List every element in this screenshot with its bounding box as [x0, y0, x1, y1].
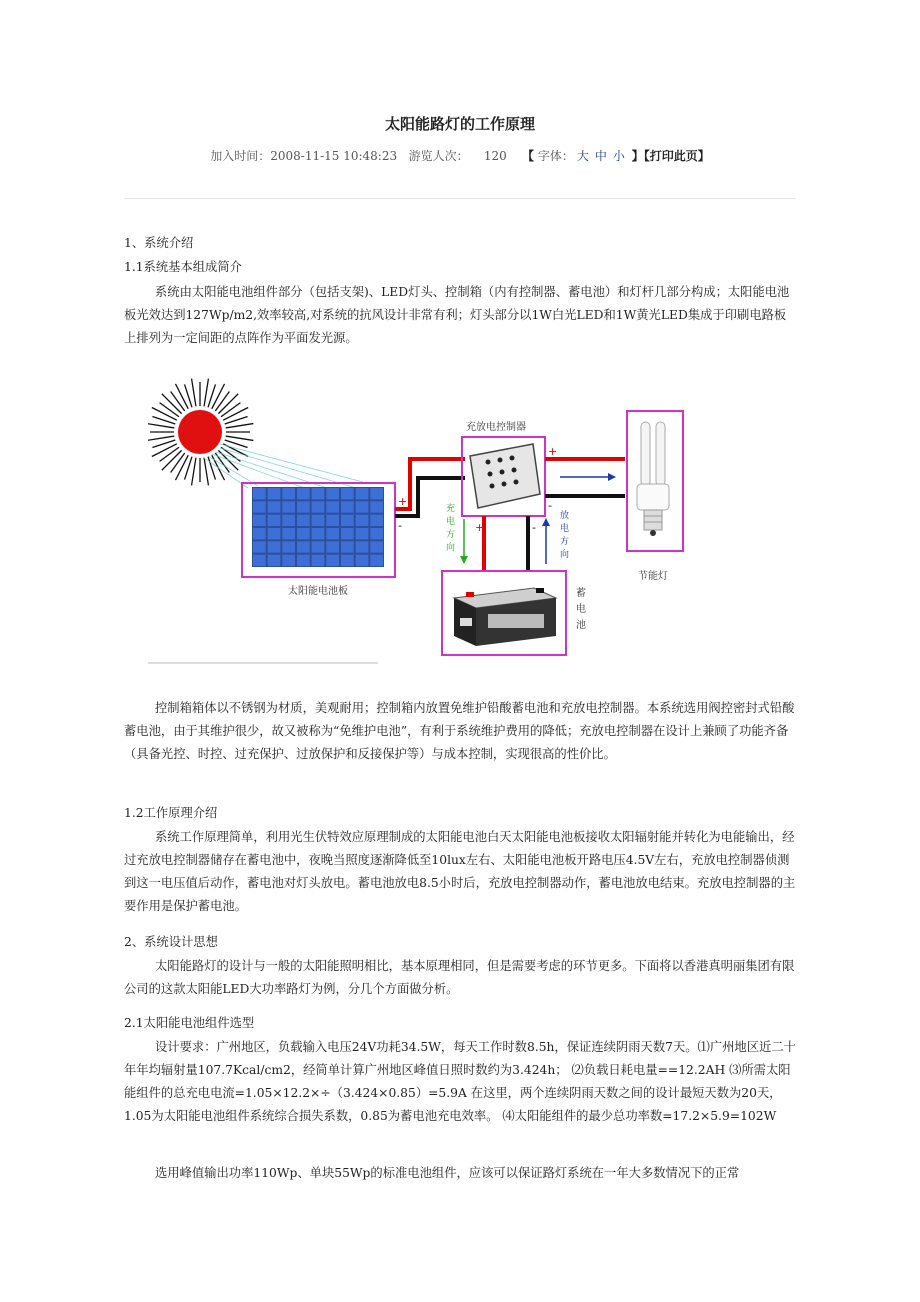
solar-cell — [268, 515, 281, 526]
solar-cell — [370, 528, 383, 539]
solar-cell — [253, 555, 266, 566]
svg-text:+: + — [398, 495, 408, 508]
label-char: 充 — [446, 504, 456, 514]
energy-saving-lamp-icon — [637, 422, 669, 536]
views-value: 120 — [483, 149, 507, 163]
solar-cell — [370, 515, 383, 526]
label-char: 电 — [446, 517, 456, 527]
label-char: 电 — [560, 524, 570, 534]
solar-cell — [326, 501, 339, 512]
label-char: 向 — [446, 543, 456, 553]
solar-cell — [312, 501, 325, 512]
solar-cell — [282, 501, 295, 512]
discharge-direction-label — [560, 509, 569, 560]
solar-cell — [282, 555, 295, 566]
bracket-close: 】 — [631, 149, 644, 163]
paragraph-module-selection: 选用峰值输出功率110Wp、单块55Wp的标准电池组件，应该可以保证路灯系统在一年大多数情况下的正常 — [155, 1166, 740, 1180]
solar-cell — [370, 488, 383, 499]
battery-icon — [454, 588, 556, 646]
svg-text:-: - — [548, 499, 552, 512]
solar-cell — [356, 488, 369, 499]
solar-cell — [268, 488, 281, 499]
solar-cell — [341, 488, 354, 499]
solar-cell — [356, 501, 369, 512]
paragraph-system-composition: 系统由太阳能电池组件部分（包括支架)、LED灯头、控制箱（内有控制器、蓄电池）和灯杆几部分构成；太阳能电池板光效达到127Wp/m2,效率较高,对系统的抗风设计非常有利；灯头部分以1W白光LED和1W黄光LED集成于印刷电路板上排列为一定间距的点阵作为平面发光源。 — [124, 285, 790, 345]
sun-icon — [178, 410, 222, 454]
solar-cell — [297, 515, 310, 526]
label-char: 方 — [560, 537, 570, 547]
solar-cell — [341, 515, 354, 526]
solar-cell — [370, 541, 383, 552]
solar-cell — [268, 501, 281, 512]
paragraph-working-principle: 系统工作原理简单，利用光生伏特效应原理制成的太阳能电池白天太阳能电池板接收太阳辐射能并转化为电能输出，经过充放电控制器储存在蓄电池中，夜晚当照度逐渐降低至10lux左右、太阳能电池板开路电压4.5V左右，充放电控制器侦测到这一电压值后动作，蓄电池对灯头放电。蓄电池放电8.5小时后，充放电控制器动作，蓄电池放电结束。充放电控制器的主要作用是保护蓄电池。 — [124, 830, 796, 913]
solar-cell — [297, 488, 310, 499]
solar-cell — [356, 515, 369, 526]
solar-cell — [268, 541, 281, 552]
font-small-link[interactable]: 小 — [612, 149, 625, 163]
solar-cell — [370, 555, 383, 566]
solar-cell — [370, 501, 383, 512]
solar-cell — [253, 528, 266, 539]
label-char: 蓄 — [576, 588, 586, 599]
solar-cell — [312, 515, 325, 526]
header-divider — [124, 198, 796, 199]
section-heading-1: 1、系统介绍 — [124, 236, 194, 250]
solar-cell — [253, 541, 266, 552]
svg-text:+: + — [475, 521, 485, 534]
page-title: 太阳能路灯的工作原理 — [384, 115, 535, 133]
charge-controller-icon — [470, 444, 540, 508]
solar-cell — [326, 488, 339, 499]
solar-cell — [356, 541, 369, 552]
solar-cell — [297, 528, 310, 539]
solar-cell — [297, 501, 310, 512]
controller-label: 充放电控制器 — [466, 422, 526, 433]
solar-cell — [326, 541, 339, 552]
font-medium-link[interactable]: 中 — [594, 149, 607, 163]
bracket-open: 【 — [522, 149, 535, 163]
added-value: 2008-11-15 10:48:23 — [270, 149, 398, 163]
solar-cell — [312, 555, 325, 566]
svg-text:+: + — [548, 445, 558, 458]
label-char: 向 — [560, 550, 570, 560]
svg-text:-: - — [398, 519, 402, 532]
charge-direction-label — [446, 502, 455, 553]
solar-cell — [312, 488, 325, 499]
solar-cell — [297, 555, 310, 566]
solar-cell — [297, 541, 310, 552]
solar-cell — [282, 541, 295, 552]
views-label: 游览人次： — [408, 149, 469, 163]
solar-cell — [326, 555, 339, 566]
battery-label — [576, 586, 586, 631]
section-heading-2-1: 2.1太阳能电池组件选型 — [124, 1016, 255, 1030]
solar-cell — [326, 515, 339, 526]
paragraph-design-idea: 太阳能路灯的设计与一般的太阳能照明相比，基本原理相同，但是需要考虑的环节更多。下面将以香港真明丽集团有限公司的这款太阳能LED大功率路灯为例，分几个方面做分析。 — [124, 959, 795, 996]
label-char: 放 — [560, 511, 570, 521]
solar-cell — [356, 555, 369, 566]
solar-cell — [312, 528, 325, 539]
font-size-label: 字体： — [537, 149, 574, 163]
print-page-link[interactable]: 【打印此页】 — [643, 149, 710, 163]
paragraph-design-requirements: 设计要求：广州地区，负载输入电压24V功耗34.5W，每天工作时数8.5h，保证连续阴雨天数7天。⑴广州地区近二十年年均辐射量107.7Kcal/cm2，经简单计算广州地区峰值日照时数约为3.424h； ⑵负载日耗电量==12.2AH ⑶所需太阳能组件的总充电电流=1.05×12.2×÷（3.424×0.85）=5.9A 在这里，两个连续阴雨天数之间的设计最短天数为20天，1.05为太阳能电池组件系统综合损失系数，0.85为蓄电池充电效率。 ⑷太阳能组件的最少总功率数=17.2×5.9=102W — [124, 1040, 796, 1123]
label-char: 方 — [446, 530, 456, 540]
section-heading-1-1: 1.1系统基本组成简介 — [124, 260, 242, 274]
section-heading-1-2: 1.2工作原理介绍 — [124, 806, 218, 820]
font-large-link[interactable]: 大 — [576, 149, 589, 163]
solar-cell — [253, 501, 266, 512]
article-meta — [124, 147, 796, 164]
solar-cell — [341, 541, 354, 552]
solar-cell — [253, 488, 266, 499]
solar-cell — [268, 555, 281, 566]
svg-text:-: - — [532, 521, 536, 534]
solar-cell — [282, 528, 295, 539]
added-label: 加入时间： — [210, 149, 271, 163]
solar-cell — [268, 528, 281, 539]
solar-cell — [282, 515, 295, 526]
solar-system-diagram — [148, 366, 708, 666]
solar-panel-label: 太阳能电池板 — [288, 586, 348, 597]
solar-cell — [341, 528, 354, 539]
section-heading-2: 2、系统设计思想 — [124, 935, 218, 949]
solar-cell — [341, 555, 354, 566]
solar-cell — [356, 528, 369, 539]
solar-cell — [253, 515, 266, 526]
solar-cell — [341, 501, 354, 512]
solar-cell — [282, 488, 295, 499]
lamp-label: 节能灯 — [638, 571, 668, 582]
label-char: 池 — [576, 620, 586, 631]
solar-cell — [312, 541, 325, 552]
paragraph-control-box: 控制箱箱体以不锈钢为材质，美观耐用；控制箱内放置免维护铅酸蓄电池和充放电控制器。本系统选用阀控密封式铅酸蓄电池，由于其维护很少，故又被称为“免维护电池”，有利于系统维护费用的降低；充放电控制器在设计上兼顾了功能齐备（具备光控、时控、过充保护、过放保护和反接保护等）与成本控制，实现很高的性价比。 — [124, 701, 795, 761]
solar-cell — [326, 528, 339, 539]
label-char: 电 — [576, 604, 586, 615]
